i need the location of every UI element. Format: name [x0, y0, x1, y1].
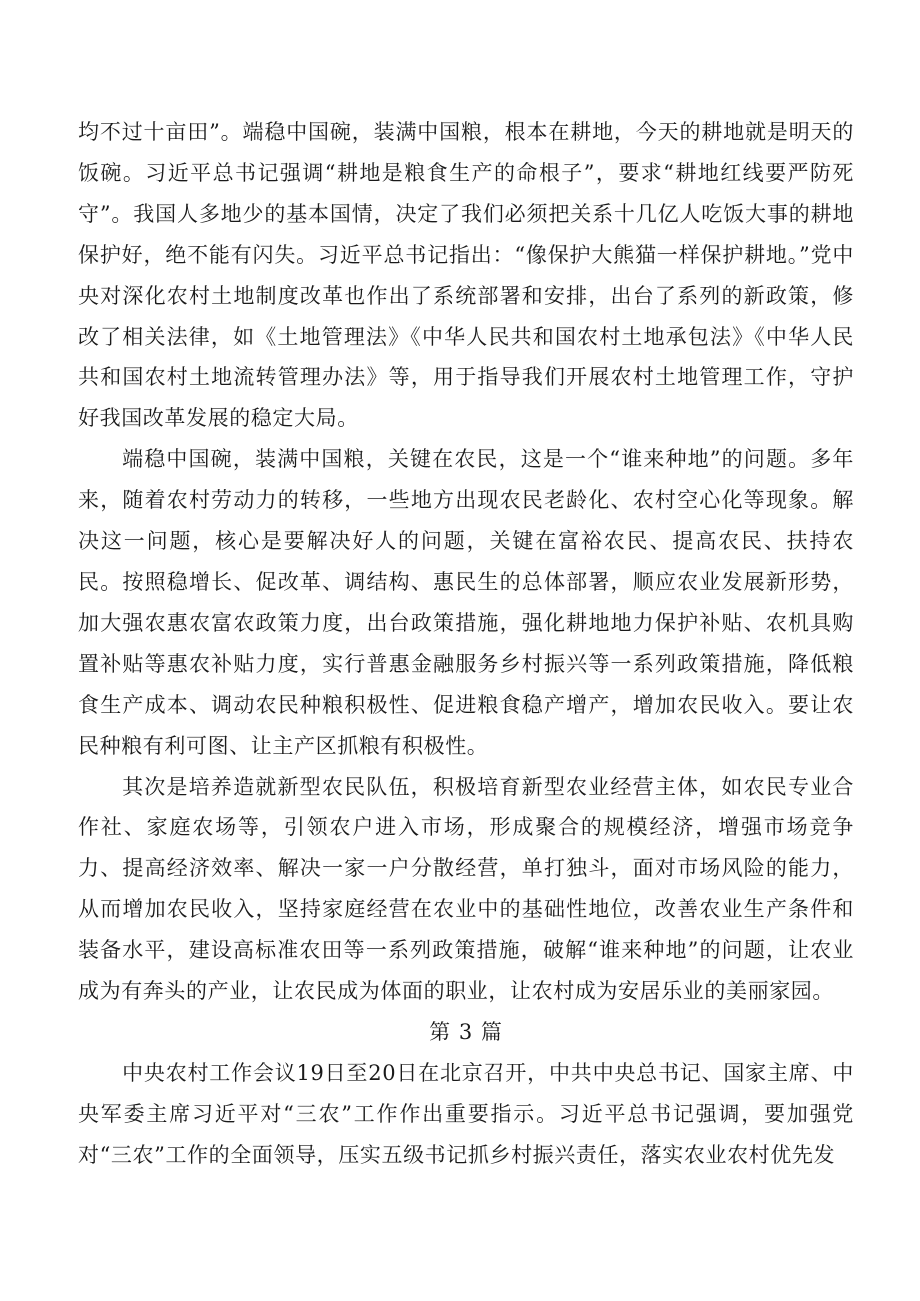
section-paragraph: 中央农村工作会议19日至20日在北京召开，中共中央总书记、国家主席、中央军委主席习近平对“三农”工作作出重要指示。习近平总书记强调，要加强党对“三农”工作的全面领导，压实五级书记抓乡村振兴责任，落实农业农村优先发 [78, 1060, 854, 1167]
paragraph-1: 均不过十亩田”。端稳中国碗，装满中国粮，根本在耕地，今天的耕地就是明天的饭碗。习近平总书记强调“耕地是粮食生产的命根子”，要求“耕地红线要严防死守”。我国人多地少的基本国情，决定了我们必须把关系十几亿人吃饭大事的耕地保护好，绝不能有闪失。习近平总书记指出：“像保护大熊猫一样保护耕地。”党中央对深化农村土地制度改革也作出了系统部署和安排，出台了系列的新政策，修改了相关法律，如《土地管理法》《中华人民共和国农村土地承包法》《中华人民共和国农村土地流转管理办法》等，用于指导我们开展农村土地管理工作，守护好我国改革发展的稳定大局。 [78, 120, 854, 431]
paragraph-2: 端稳中国碗，装满中国粮，关键在农民，这是一个“谁来种地”的问题。多年来，随着农村劳动力的转移，一些地方出现农民老龄化、农村空心化等现象。解决这一问题，核心是要解决好人的问题，关键在富裕农民、提高农民、扶持农民。按照稳增长、促改革、调结构、惠民生的总体部署，顺应农业发展新形势，加大强农惠农富农政策力度，出台政策措施，强化耕地地力保护补贴、农机具购置补贴等惠农补贴力度，实行普惠金融服务乡村振兴等一系列政策措施，降低粮食生产成本、调动农民种粮积极性、促进粮食稳产增产，增加农民收入。要让农民种粮有利可图、让主产区抓粮有积极性。 [78, 447, 854, 758]
paragraph-3: 其次是培养造就新型农民队伍，积极培育新型农业经营主体，如农民专业合作社、家庭农场等，引领农户进入市场，形成聚合的规模经济，增强市场竞争力、提高经济效率、解决一家一户分散经营，单打独斗，面对市场风险的能力，从而增加农民收入，坚持家庭经营在农业中的基础性地位，改善农业生产条件和装备水平，建设高标准农田等一系列政策措施，破解“谁来种地”的问题，让农业成为有奔头的产业，让农民成为体面的职业，让农村成为安居乐业的美丽家园。 [78, 774, 854, 1004]
document-body [78, 112, 854, 1176]
section-heading: 第 3 篇 [429, 1019, 503, 1044]
